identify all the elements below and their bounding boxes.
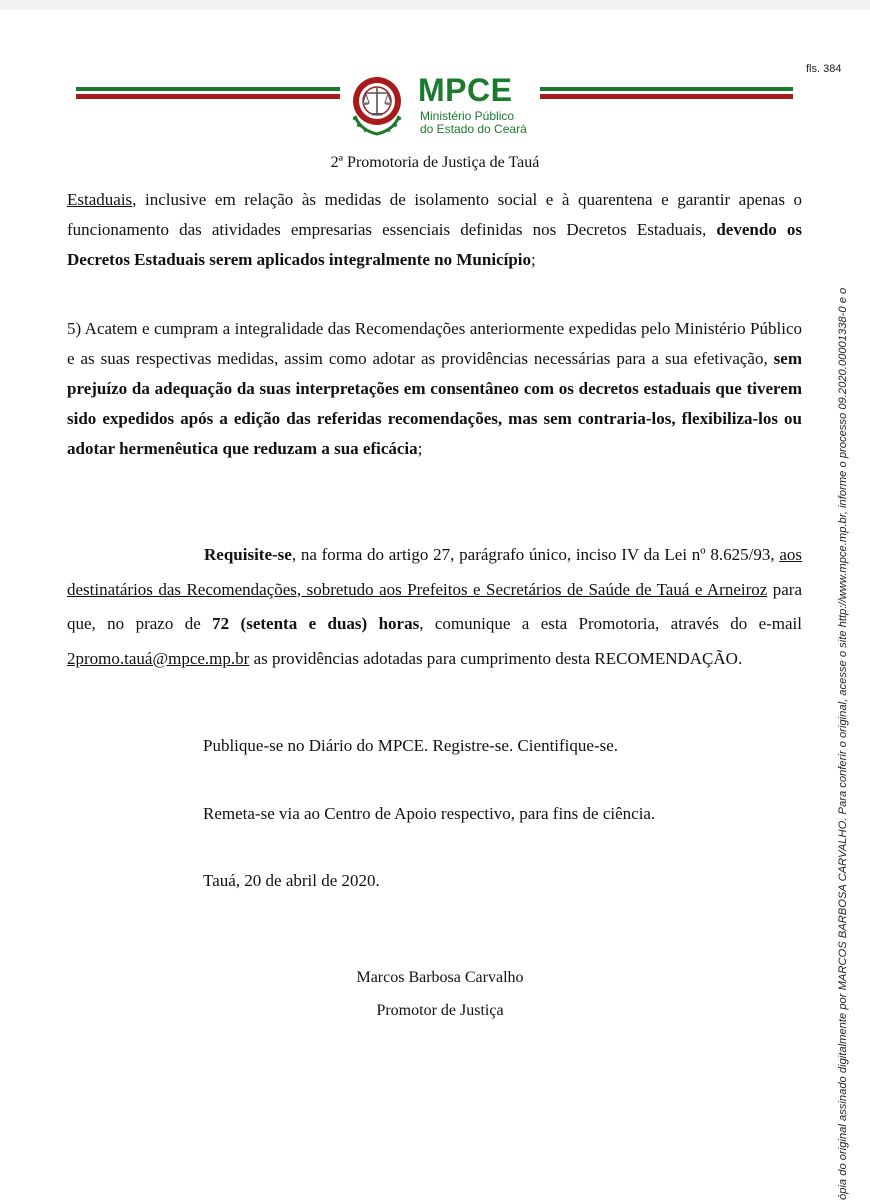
paragraph-decrees — [67, 185, 802, 275]
body-text: , na forma do artigo 27, parágrafo único, inciso IV da Lei nº 8.625/93, — [291, 545, 780, 564]
scales-of-justice-emblem-icon — [346, 74, 416, 142]
bold-text: devendo os Decretos Estaduais serem aplicados integralmente no Município — [67, 220, 802, 269]
body-text: ; — [531, 250, 536, 269]
signature-name: Marcos Barbosa Carvalho — [356, 969, 524, 986]
logo-subtitle-line1: Ministério Público — [420, 109, 515, 123]
body-text: , comunique a esta Promotoria, através do e-mail — [419, 614, 803, 633]
signature-role: Promotor de Justiça — [376, 1002, 504, 1019]
underlined-recipients: aos destinatários das Recomendações, sobretudo aos Prefeitos e Secretários de Saúde de Tauá e Arneiroz — [67, 545, 802, 599]
header-stripe-left — [76, 87, 340, 101]
bold-deadline: 72 (setenta e duas) horas — [212, 614, 420, 633]
paragraph-requisition — [67, 538, 802, 676]
office-title: 2ª Promotoria de Justiça de Tauá — [330, 154, 540, 171]
bold-text: sem prejuízo da adequação da suas interpretações em consentâneo com os decretos estaduais que tiverem sido expedidos após a edição das referidas recomendações, mas sem contraria-los, flexibiliza-los ou adotar hermenêutica que reduzam a sua eficácia — [67, 349, 802, 458]
email-link[interactable]: 2promo.tauá@mpce.mp.br — [67, 648, 250, 668]
digital-signature-note: ópia do original assinado digitalmente por MARCOS BARBOSA CARVALHO. Para conferir o original, acesse o site http://www.mpce.mp.br, informe o processo 09.2020.00001338-0 e o — [837, 287, 849, 1200]
document-page — [0, 10, 870, 1200]
mpce-logo — [346, 74, 536, 142]
body-text: para que, no prazo de — [67, 579, 802, 633]
date-line: Tauá, 20 de abril de 2020. — [203, 871, 380, 890]
body-text: ; — [417, 439, 423, 458]
logo-title: MPCE — [418, 72, 513, 108]
underlined-text: Estaduais — [67, 190, 133, 209]
paragraph-item-5 — [67, 314, 802, 464]
body-text: 5) Acatem e cumpram a integralidade das Recomendações anteriormente expedidas pelo Ministério Público e as suas respectivas medidas, assim como adotar as providências necessárias para a sua efetivação, — [67, 319, 802, 368]
header-stripe-right — [540, 87, 793, 101]
body-text: as providências adotadas para cumprimento desta RECOMENDAÇÃO. — [249, 648, 743, 668]
bold-text: Requisite-se — [204, 545, 292, 564]
remit-line: Remeta-se via ao Centro de Apoio respectivo, para fins de ciência. — [203, 804, 656, 823]
logo-subtitle-line2: do Estado do Ceará — [420, 122, 527, 136]
body-text: , inclusive em relação às medidas de isolamento social e à quarentena e garantir apenas o funcionamento das atividades empresarias essenciais definidas nos Decretos Estaduais, — [67, 190, 802, 239]
publish-line: Publique-se no Diário do MPCE. Registre-se. Cientifique-se. — [203, 736, 619, 755]
folio-number: fls. 384 — [806, 63, 842, 75]
